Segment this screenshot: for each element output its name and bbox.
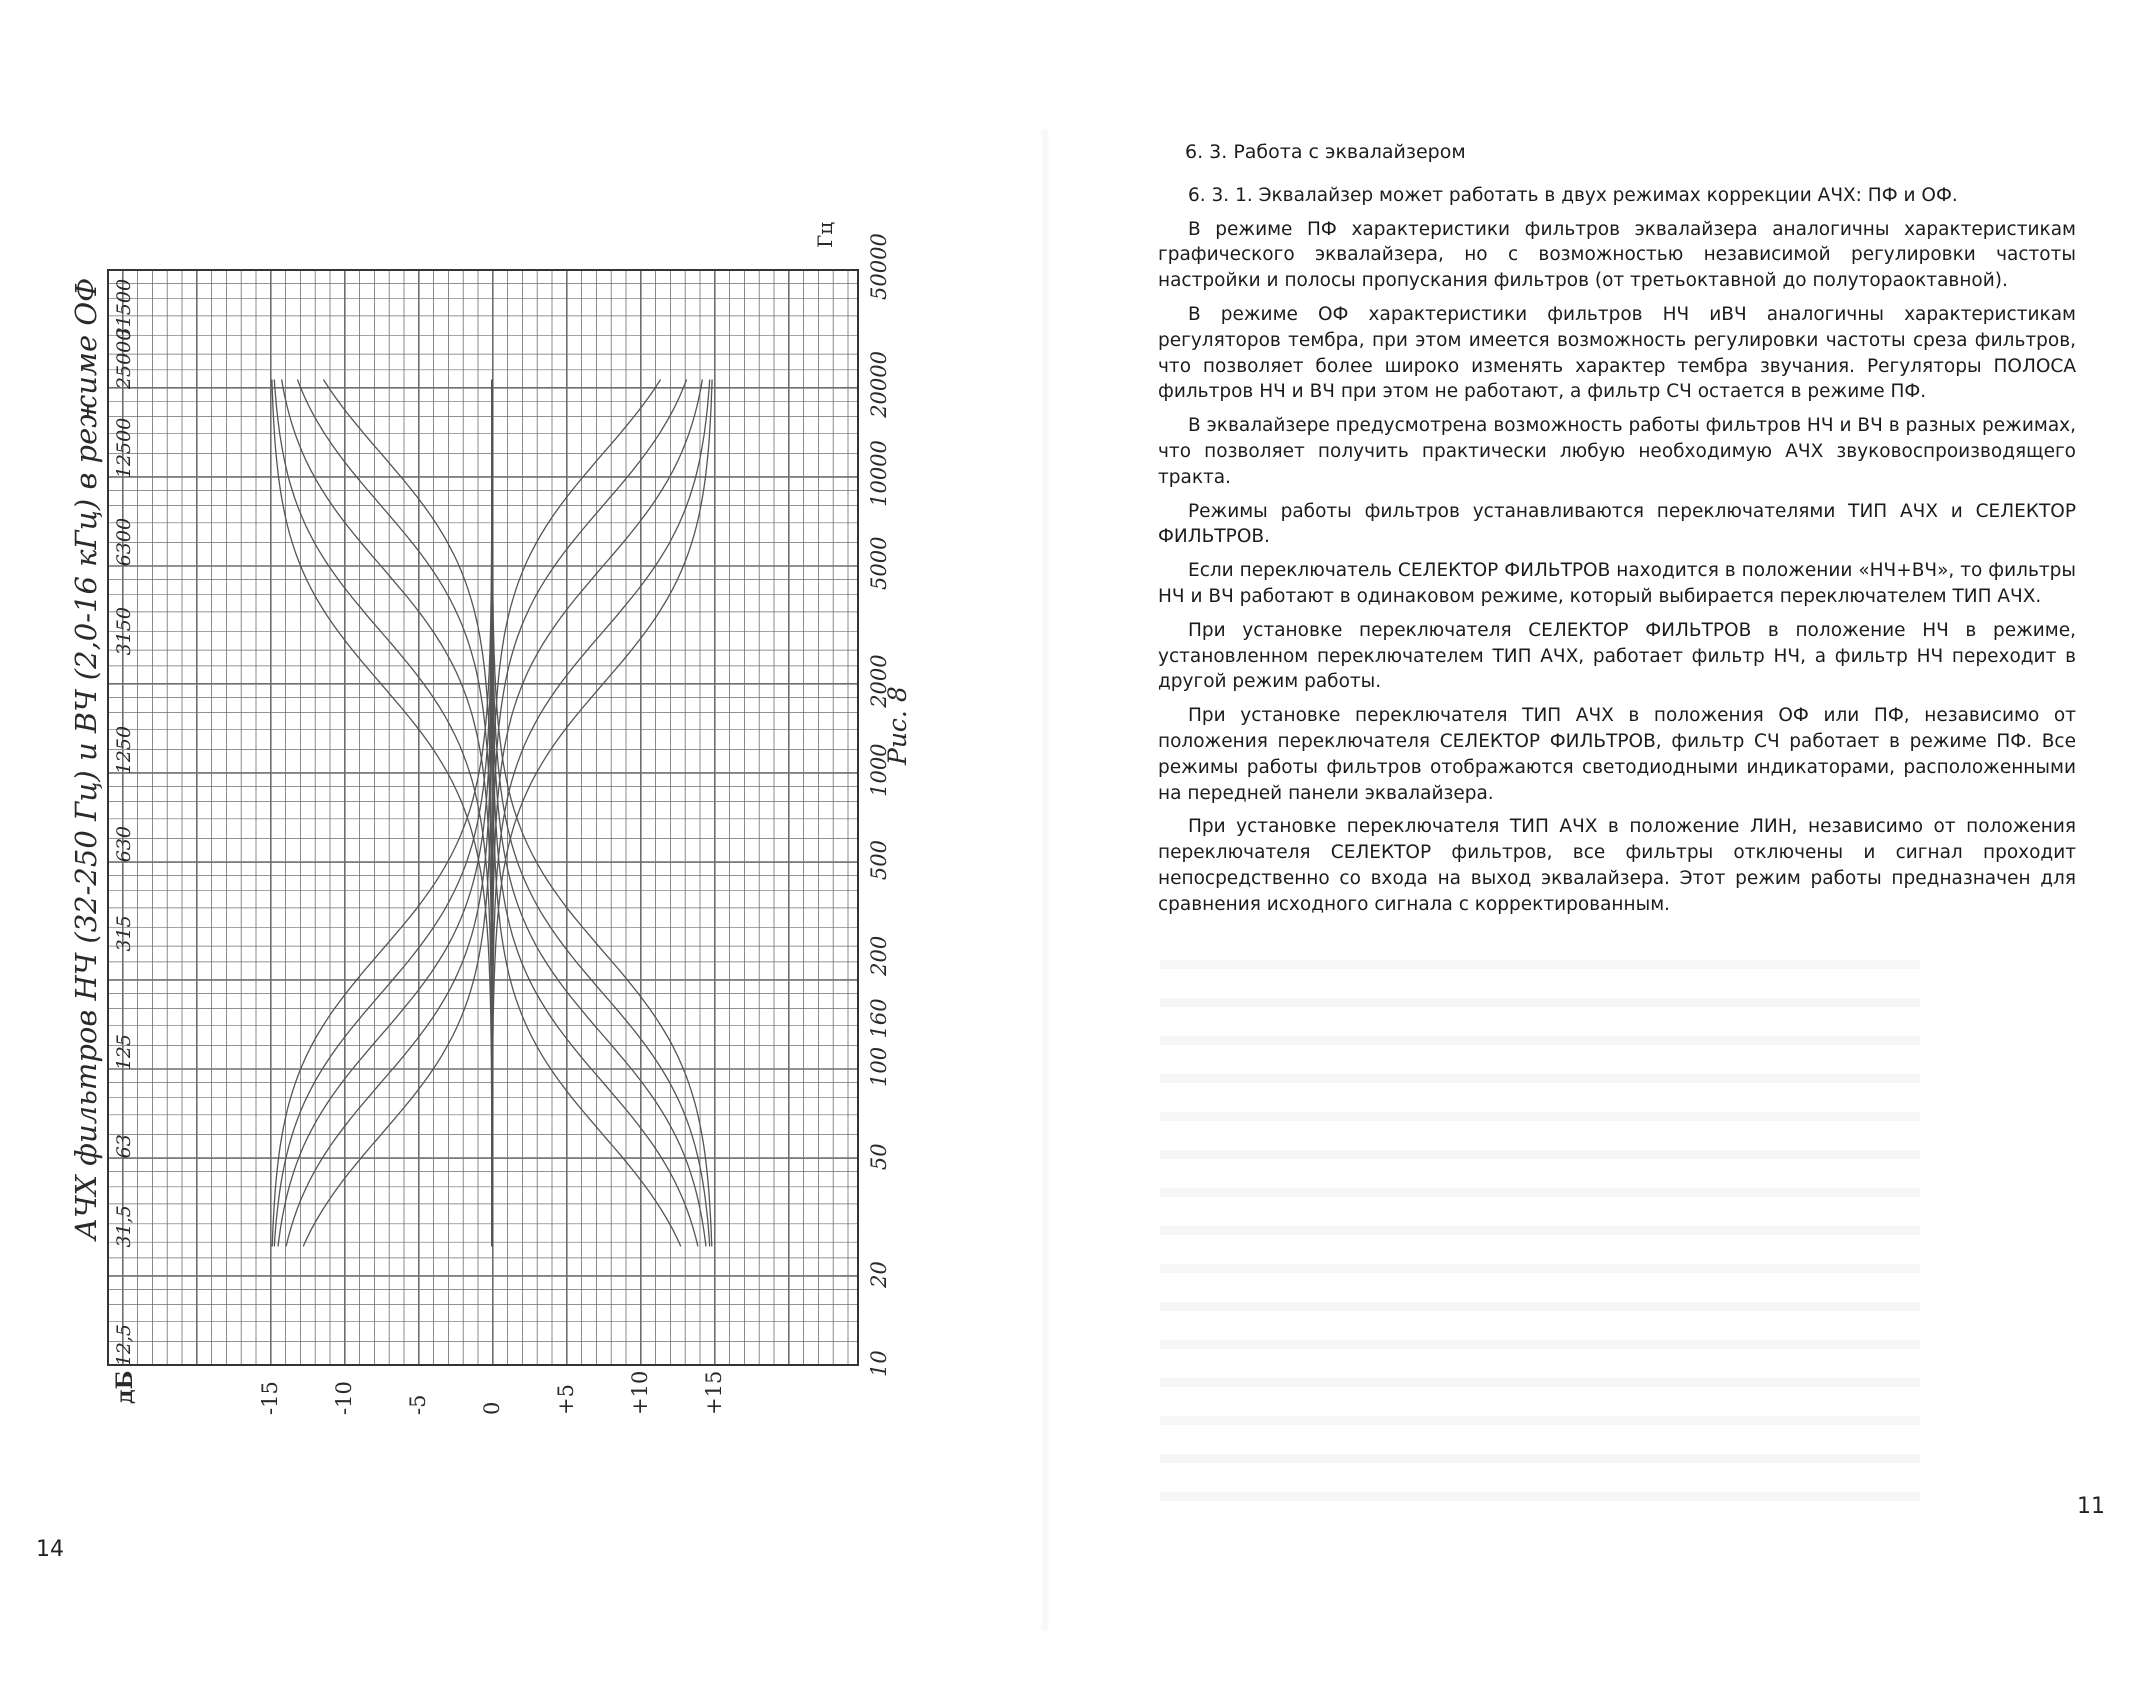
page-gutter — [1040, 130, 1050, 1630]
paragraph-1: 6. 3. 1. Эквалайзер может работать в двух режимах коррекции АЧХ: ПФ и ОФ. — [1188, 184, 1958, 206]
hz-unit-label: Гц — [813, 221, 837, 248]
frequency-tick-label: 20000 — [867, 350, 891, 418]
band-tick-label: 6300 — [113, 517, 135, 567]
band-tick-label: 125 — [113, 1034, 135, 1071]
page-number-left: 14 — [36, 1537, 64, 1562]
frequency-tick-label: 10000 — [867, 440, 891, 507]
frequency-tick-label: 200 — [867, 935, 891, 976]
db-tick-label: -15 — [258, 1381, 282, 1415]
paragraph-2: В режиме ПФ характеристики фильтров эквалайзера аналогичны характеристикам графического эквалайзера, но с возможностью независимой регулировки частоты настройки и полосы пропускания фильтров (от третьоктавной до полутораоктавной). — [1158, 218, 2076, 292]
db-unit-label: дБ — [112, 1370, 138, 1404]
db-tick-label: +15 — [702, 1370, 726, 1415]
frequency-tick-label: 50 — [867, 1143, 891, 1171]
hf-filter-curve — [282, 380, 492, 1247]
left-page — [0, 0, 1050, 1700]
graph-title: АЧХ фильтров НЧ (32-250 Гц) и ВЧ (2,0-16 кГц) в режиме ОФ — [69, 277, 103, 1240]
db-tick-label: -5 — [406, 1394, 430, 1415]
frequency-tick-label: 20 — [867, 1261, 891, 1288]
lf-filter-curve — [492, 380, 712, 1247]
hf-filter-curve — [492, 380, 661, 1247]
paragraph-8: При установке переключателя ТИП АЧХ в положения ОФ или ПФ, независимо от положения переключателя СЕЛЕКТОР ФИЛЬТРОВ, фильтр СЧ работает в режиме ПФ. Все режимы работы фильтров отображаются светодиодными индикаторами, расположенными на передней панели эквалайзера. — [1158, 705, 2076, 804]
band-tick-label: 12500 — [113, 417, 135, 479]
hf-filter-curve — [492, 380, 702, 1247]
hf-filter-curve — [492, 380, 712, 1247]
paragraph-3: В режиме ОФ характеристики фильтров НЧ иВЧ аналогичны характеристикам регуляторов тембра, при этом имеется возможность регулировки частоты среза фильтров, что позволяет более широко изменять характер тембра звучания. Регуляторы ПОЛОСА фильтров НЧ и ВЧ при этом не работают, а фильтр СЧ остается в режиме ПФ. — [1158, 303, 2076, 403]
frequency-tick-label: 100 — [867, 1046, 891, 1087]
hf-filter-curve — [492, 380, 710, 1247]
lf-filter-curve — [492, 380, 681, 1247]
band-tick-label: 31500 — [113, 278, 135, 340]
paragraph-6: Если переключатель СЕЛЕКТОР ФИЛЬТРОВ находится в положении «НЧ+ВЧ», то фильтры НЧ и ВЧ работают в одинаковом режиме, который выбирается переключателем ТИП АЧХ. — [1158, 560, 2076, 607]
section-text — [1158, 140, 2076, 926]
lf-filter-curve — [303, 380, 492, 1247]
frequency-tick-label: 5000 — [867, 536, 891, 590]
hf-filter-curve — [272, 380, 492, 1247]
paragraph-4: В эквалайзере предусмотрена возможность работы фильтров НЧ и ВЧ в разных режимах, что позволяет получить практически любую необходимую АЧХ звуковоспроизводящего тракта. — [1158, 415, 2076, 488]
hf-filter-curve — [274, 380, 492, 1247]
band-tick-label: 315 — [113, 915, 135, 952]
section-heading: 6. 3. Работа с эквалайзером — [1185, 141, 1466, 163]
band-tick-label: 12,5 — [113, 1323, 135, 1367]
hf-filter-curve — [323, 380, 492, 1247]
band-tick-label: 31,5 — [113, 1205, 135, 1248]
frequency-tick-label: 10 — [867, 1350, 891, 1377]
graph-grid — [108, 270, 858, 1365]
db-tick-label: +10 — [628, 1370, 652, 1415]
db-tick-label: 0 — [480, 1401, 504, 1415]
paragraph-9: При установке переключателя ТИП АЧХ в положение ЛИН, независимо от положения переключателя СЕЛЕКТОР фильтров, все фильтры отключены и сигнал проходит непосредственно со входа на выход эквалайзера. Этот режим работы предназначен для сравнения исходного сигнала с корректированным. — [1158, 816, 2076, 915]
bleed-through-shadow — [1160, 960, 1920, 1520]
paragraph-5: Режимы работы фильтров устанавливаются переключателями ТИП АЧХ и СЕЛЕКТОР ФИЛЬТРОВ. — [1158, 500, 2076, 548]
hf-filter-curve — [492, 380, 687, 1247]
frequency-tick-label: 1000 — [867, 743, 891, 797]
frequency-tick-label: 2000 — [867, 654, 891, 708]
graph-frame — [108, 270, 858, 1365]
band-tick-label: 630 — [113, 826, 135, 863]
lf-filter-curve — [272, 380, 492, 1247]
lf-filter-curve — [492, 380, 710, 1247]
frequency-tick-label: 160 — [867, 998, 891, 1039]
figure-caption: Рис. 8 — [883, 686, 912, 765]
lf-filter-curve — [492, 380, 698, 1247]
band-tick-label: 63 — [113, 1134, 135, 1159]
frequency-tick-label: 50000 — [867, 233, 891, 300]
page-number-right: 11 — [2077, 1494, 2105, 1519]
frequency-response-graph — [0, 0, 1050, 1700]
lf-filter-curve — [274, 380, 492, 1247]
frequency-tick-label: 500 — [867, 840, 891, 881]
band-tick-label: 1250 — [113, 725, 135, 775]
db-tick-label: -10 — [332, 1381, 356, 1415]
paragraph-7: При установке переключателя СЕЛЕКТОР ФИЛЬТРОВ в положение НЧ в режиме, установленном переключателем ТИП АЧХ, работает фильтр НЧ, а фильтр НЧ переходит в другой режим работы. — [1158, 619, 2076, 693]
db-tick-label: +5 — [554, 1384, 578, 1415]
band-tick-label: 3150 — [113, 607, 135, 656]
band-tick-label: 25000 — [113, 328, 135, 390]
